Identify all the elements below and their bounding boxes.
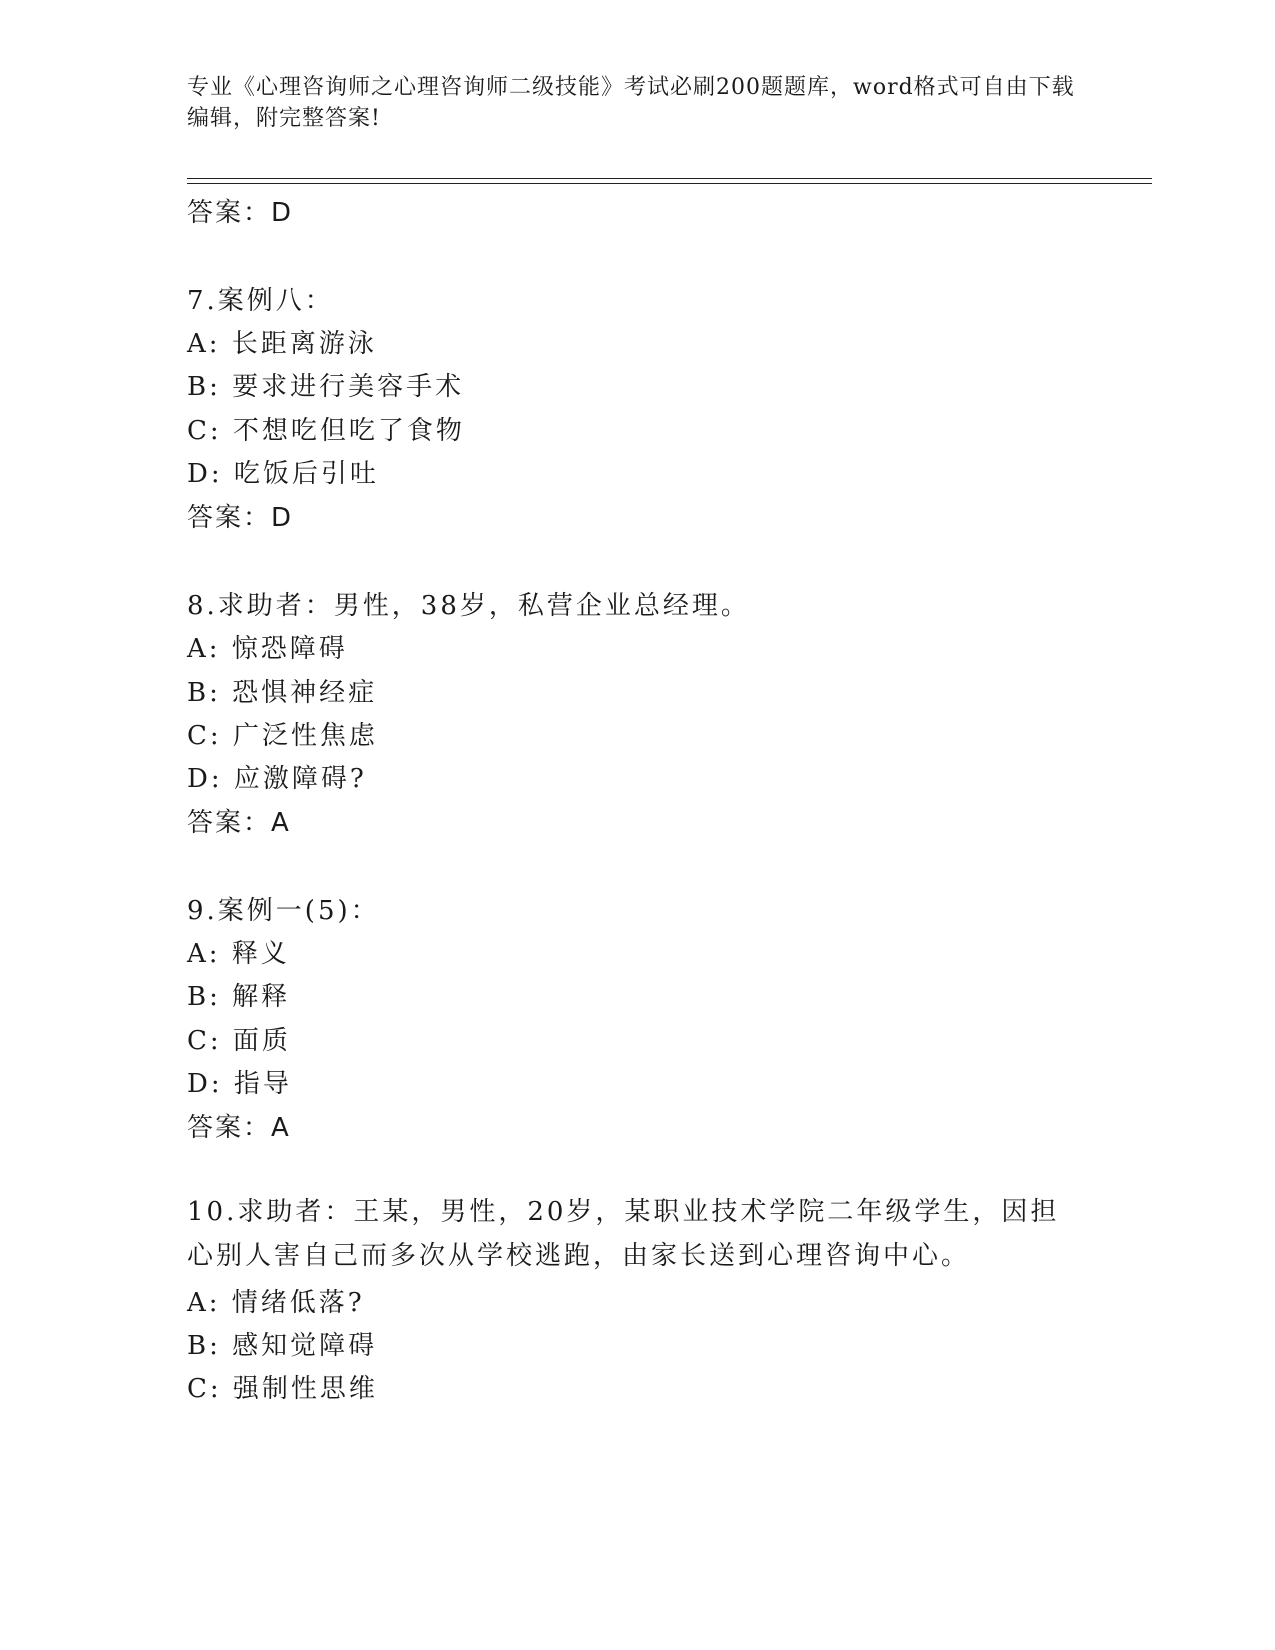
option-b: B: 恐惧神经症 xyxy=(187,678,378,708)
option-b: B: 要求进行美容手术 xyxy=(187,372,465,402)
answer-label: 答案： xyxy=(187,503,272,533)
option-d: D: 吃饭后引吐 xyxy=(187,459,379,489)
answer-line xyxy=(187,497,293,534)
answer-line xyxy=(187,1107,291,1144)
question-stem: 10.求助者：王某，男性，20岁，某职业技术学院二年级学生，因担心别人害自己而多次从学校逃跑，由家长送到心理咨询中心。 xyxy=(187,1197,1060,1271)
answer-value: D xyxy=(271,503,294,533)
question-stem: 9.案例一(5)： xyxy=(187,896,380,926)
answer-line xyxy=(187,802,291,839)
option-c: C: 面质 xyxy=(187,1026,291,1056)
header-divider-top xyxy=(187,178,1152,179)
option-a: A: 惊恐障碍 xyxy=(187,634,348,664)
document-header: 专业《心理咨询师之心理咨询师二级技能》考试必刷200题题库，word格式可自由下载编辑，附完整答案! xyxy=(187,75,1075,131)
question-stem: 7.案例八： xyxy=(187,286,334,316)
answer-label: 答案： xyxy=(187,198,272,228)
option-d: D: 指导 xyxy=(187,1069,292,1099)
option-c: C: 不想吃但吃了食物 xyxy=(187,416,465,446)
option-b: B: 感知觉障碍 xyxy=(187,1331,378,1361)
answer-label: 答案： xyxy=(187,1113,272,1143)
answer-value: D xyxy=(271,198,294,228)
answer-value: A xyxy=(271,1113,291,1143)
answer-line xyxy=(187,192,293,229)
answer-value: A xyxy=(271,808,291,838)
option-c: C: 广泛性焦虑 xyxy=(187,721,378,751)
option-c: C: 强制性思维 xyxy=(187,1374,378,1404)
header-divider-bottom xyxy=(187,183,1152,184)
answer-label: 答案： xyxy=(187,808,272,838)
option-a: A: 情绪低落? xyxy=(187,1288,365,1318)
option-a: A: 释义 xyxy=(187,939,290,969)
option-d: D: 应激障碍? xyxy=(187,764,367,794)
option-b: B: 解释 xyxy=(187,982,291,1012)
question-stem: 8.求助者：男性，38岁，私营企业总经理。 xyxy=(187,591,750,621)
option-a: A: 长距离游泳 xyxy=(187,329,377,359)
